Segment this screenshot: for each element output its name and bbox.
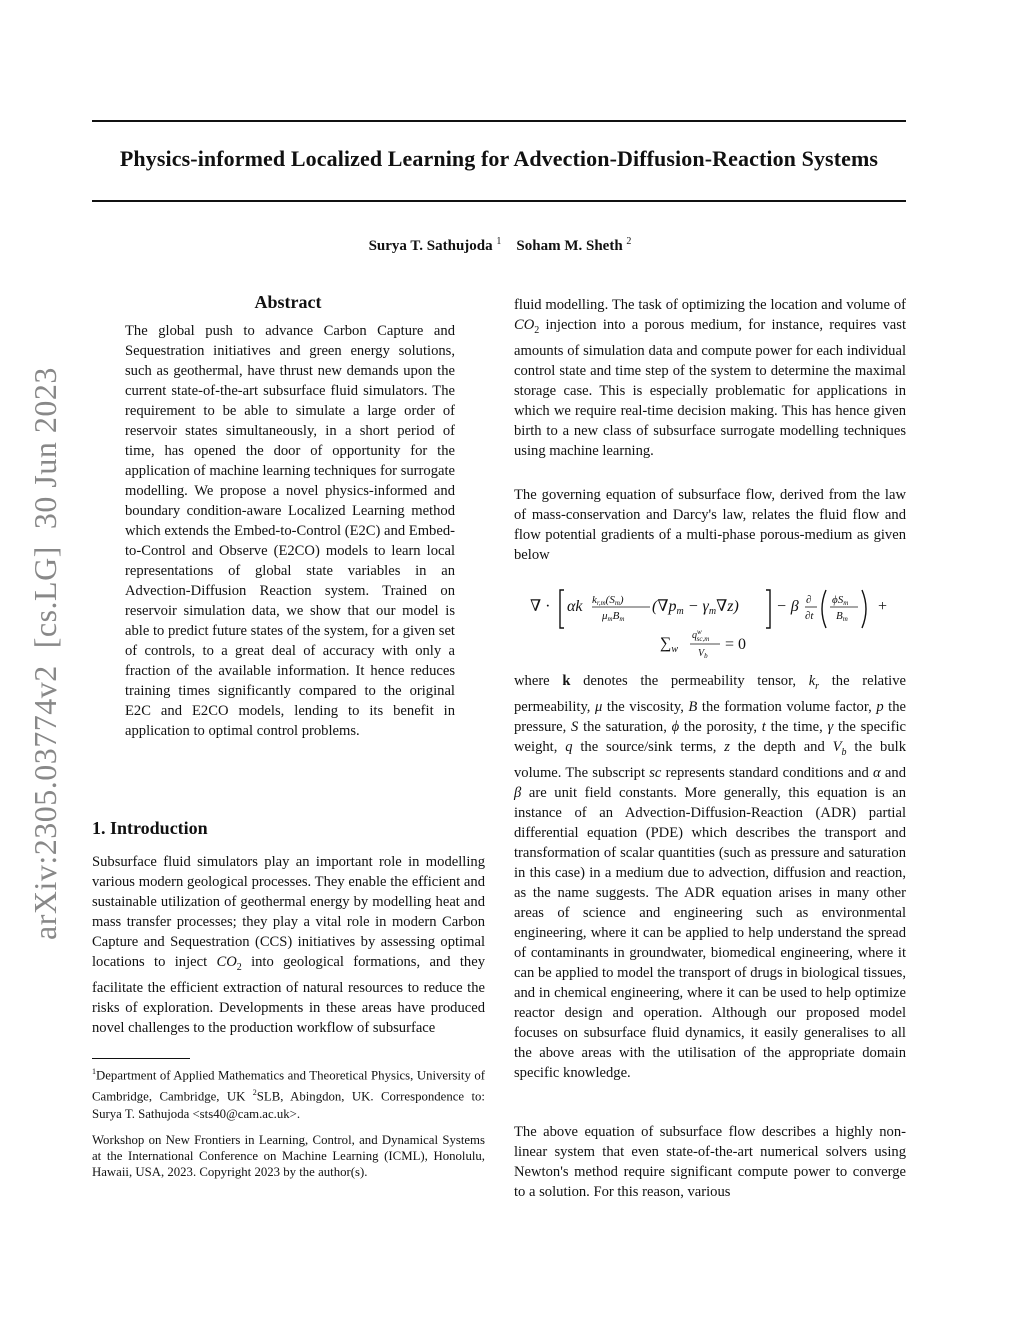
author-name: Surya T. Sathujoda	[368, 238, 493, 254]
top-rule	[92, 120, 906, 122]
author-affiliation-mark: 2	[626, 236, 632, 247]
arxiv-identifier: arXiv:2305.03774v2 [cs.LG] 30 Jun 2023	[27, 367, 63, 940]
title-bottom-rule	[92, 200, 906, 202]
eq-left-bracket	[560, 590, 564, 628]
svg-text:Vb: $V_b$	[698, 648, 708, 660]
eq-minus-beta: − β	[776, 598, 799, 615]
right-paragraph-4: The above equation of subsurface flow describes a highly non-linear system that even state-of-the-art numerical solvers using Newton's method require significant compute power to converge to a solution. For this reason, various	[514, 1124, 906, 1200]
right-paragraph-2: The governing equation of subsurface flow, derived from the law of mass-conservation and Darcy's law, relates the fluid flow and flow potential gradients of a multi-phase porous-medium as given below	[514, 487, 906, 563]
eq-gradient-term: (∇pm − γm∇z)	[652, 598, 739, 617]
right-paragraph-1: fluid modelling. The task of optimizing the location and volume of $CO_2$ injection into a porous medium, for instance, requires vast amounts of simulation data and compute power for each individual control state and time step of the system to determine the maximal storage case. This is especially problematic for applications in which we require real-time decision making. This has hence given birth to a new class of subsurface surrogate modelling techniques using machine learning.	[514, 297, 906, 459]
affiliation-footnote: $^1$Department of Applied Mathematics and Theoretical Physics, University of Cambridge, Cambridge, UK $^2$SLB, Abingdon, UK. Correspondence to: Surya T. Sathujoda <sts40@cam.ac.uk>.	[92, 1067, 485, 1121]
author-affiliation-mark: 1	[496, 236, 502, 247]
eq-left-paren	[822, 590, 826, 628]
footnote-rule	[92, 1058, 190, 1059]
eq-equals-zero: = 0	[725, 636, 747, 653]
eq-plus: +	[878, 598, 888, 615]
intro-paragraph: Subsurface fluid simulators play an important role in modelling various modern geological processes. They enable the efficient and sustainable utilization of geothermal energy by modelling heat and mass transfer processes; they play a vital role in modern Carbon Capture and Sequestration (CCS) initiatives by assessing optimal locations to inject $CO_2$ into geological formations, and they facilitate the efficient extraction of natural resources to reduce the risks of exploration. Developments in these areas have produced novel challenges to the production workflow of subsurface	[92, 854, 485, 1036]
right-paragraph-3: where k denotes the permeability tensor, $k_r$ the relative permeability, μ the viscosity, B the formation volume factor, p the pressure, S the saturation, ϕ the porosity, t the time, γ the specific weight, q the source/sink terms, z the depth and $V_b$ the bulk volume. The subscript sc represents standard conditions and α and β are unit field constants. More generally, this equation is an instance of an Advection-Diffusion-Reaction (ADR) partial differential equation (PDE) which describes the transport and transformation of scalar quantities (such as pressure and saturation in this case) in a medium due to advection, diffusion and reaction, as the name suggests. The ADR equation arises in many other areas of science and engineering such as environmental engineering, where it can be applied to help understand the spread of contaminants in groundwater, biomedical engineering, where it can be applied to model the transport of drugs in biological tissues, and in chemical engineering, where it can be used to help optimize reactor design and operation. Although our proposed model focuses on subsurface fluid dynamics, it easily generalises to all the above areas with the utilisation of the appropriate domain specific knowledge.	[514, 673, 907, 1081]
eq-nabla: ∇ ·	[530, 598, 551, 615]
svg-text:Bm: Bm	[836, 610, 848, 623]
svg-text:kr,m(Sm): kr,m(Sm)	[592, 594, 624, 607]
svg-text:ϕSm: ϕSm	[832, 594, 849, 607]
svg-text:∂: ∂	[806, 594, 812, 606]
eq-alpha-k: αk	[567, 598, 583, 615]
author-name: Soham M. Sheth	[516, 238, 623, 254]
abstract-text: The global push to advance Carbon Capture and Sequestration initiatives and green energy solutions, such as geothermal, have thrust new demands upon the current state-of-the-art subsurface fluid simulators. The requirement to be able to simulate a large order of reservoir states simultaneously, in a short period of time, has opened the door of opportunity for the application of machine learning techniques for surrogate modelling. We propose a novel physics-informed and boundary condition-aware Localized Learning method which extends the Embed-to-Control (E2C) and Embed-to-Control and Observe (E2CO) models to learn local representations of global state variables in an Advection-Diffusion Reaction system. Trained on reservoir simulation data, we show that our model is able to predict future states of the system, for a given set of controls, to a great deal of accuracy with only a fraction of the available information. It hence reduces training times significantly compared to the original E2C and E2CO models, lending to its benefit in application to optimal control problems.	[125, 323, 455, 739]
svg-text:μmBm: μmBm	[602, 610, 625, 623]
eq-right-bracket	[766, 590, 770, 628]
workshop-note: Workshop on New Frontiers in Learning, Control, and Dynamical Systems at the International Conference on Machine Learning (ICML), Honolulu, Hawaii, USA, 2023. Copyright 2023 by the author(s).	[92, 1133, 485, 1179]
eq-sum: $\sum_w$	[660, 635, 679, 655]
abstract-heading: Abstract	[254, 292, 322, 312]
paper-title: Physics-informed Localized Learning for Advection-Diffusion-Reaction Systems	[119, 146, 879, 171]
eq-right-paren	[862, 590, 866, 628]
governing-equation	[530, 582, 900, 662]
author-list	[0, 236, 1000, 255]
svg-text:qwsc,m: $q^w$ sc,m	[692, 628, 710, 643]
section-heading-introduction: 1. Introduction	[92, 818, 208, 838]
svg-text:∂t: ∂t	[805, 610, 814, 622]
